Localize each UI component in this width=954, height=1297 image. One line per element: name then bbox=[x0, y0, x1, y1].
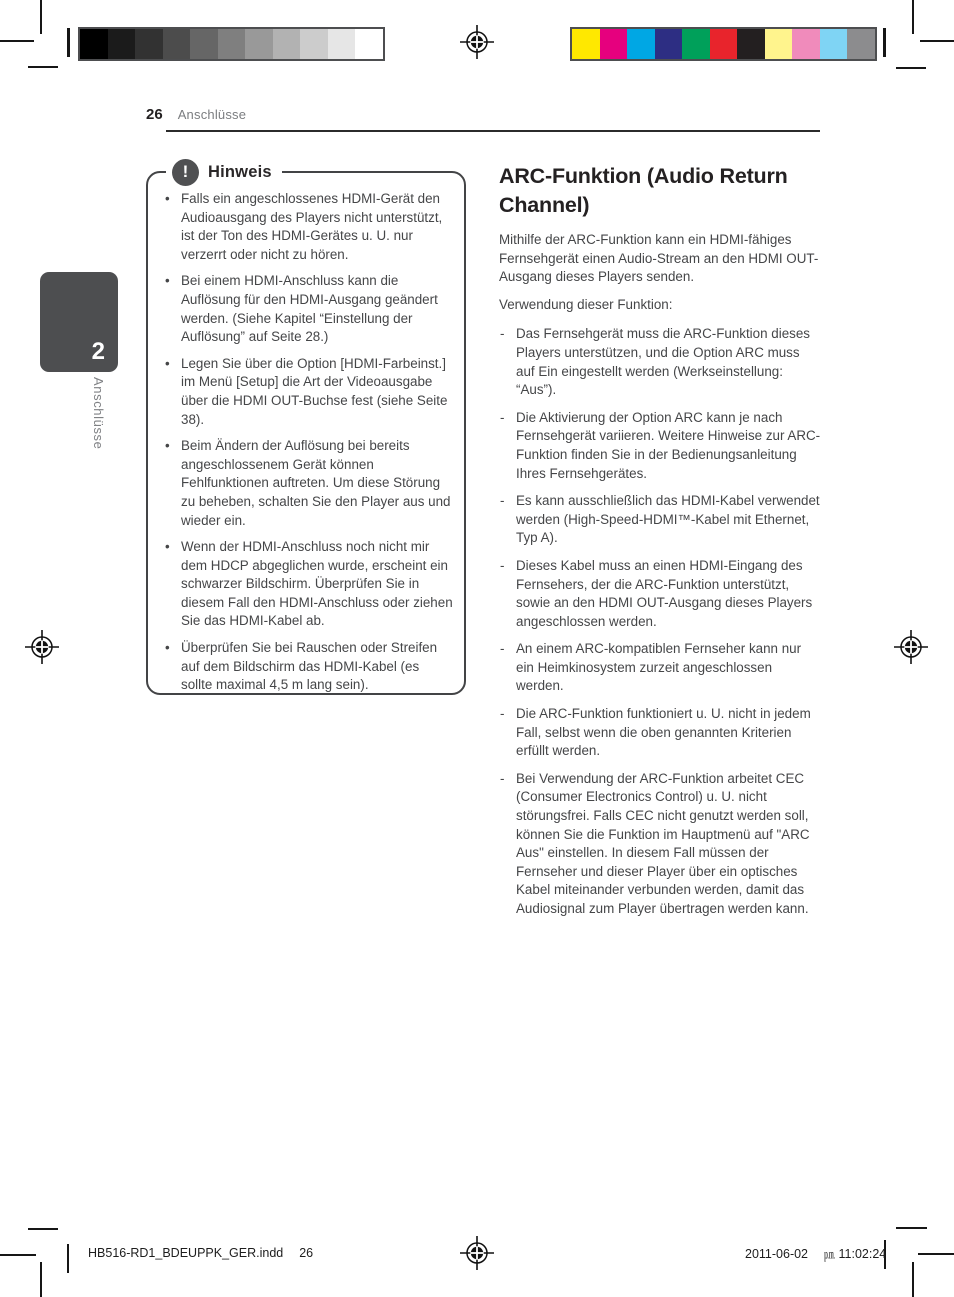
note-box-title: Hinweis bbox=[208, 162, 272, 181]
exclamation-icon: ! bbox=[172, 159, 199, 186]
color-swatch bbox=[108, 29, 136, 59]
footer-left bbox=[88, 1246, 313, 1260]
crop-mark bbox=[28, 66, 58, 68]
note-box bbox=[146, 162, 466, 695]
crop-mark bbox=[920, 40, 954, 42]
crop-mark bbox=[896, 1227, 927, 1229]
crop-mark bbox=[67, 1244, 69, 1273]
color-swatch bbox=[682, 29, 710, 59]
footer-right bbox=[745, 1246, 886, 1262]
dash-item: - Es kann ausschließlich das HDMI-Kabel verwendet werden (High-Speed-HDMI™-Kabel mit Ethernet, Typ A). bbox=[499, 492, 821, 548]
page-header bbox=[146, 106, 246, 124]
crop-mark bbox=[0, 40, 34, 42]
grayscale-calibration-bar bbox=[78, 27, 385, 61]
footer-time-badge: ㏘ bbox=[824, 1249, 836, 1261]
color-swatch bbox=[572, 29, 600, 59]
color-swatch bbox=[737, 29, 765, 59]
chapter-number: 2 bbox=[91, 338, 105, 365]
crop-mark bbox=[40, 0, 42, 34]
color-swatch bbox=[355, 29, 383, 59]
color-swatch bbox=[190, 29, 218, 59]
color-swatch bbox=[765, 29, 793, 59]
color-swatch bbox=[135, 29, 163, 59]
dash-item: - Die ARC-Funktion funktioniert u. U. nicht in jedem Fall, selbst wenn die oben genannten Kriterien erfüllt werden. bbox=[499, 705, 821, 761]
dash-item: - Die Aktivierung der Option ARC kann je nach Fernsehgerät variieren. Weitere Hinweise zur ARC-Funktion finden Sie in der Bedienungsanleitung Ihres Fernsehgerätes. bbox=[499, 409, 821, 483]
registration-mark-icon bbox=[460, 25, 494, 59]
footer-page-number: 26 bbox=[299, 1246, 314, 1260]
note-bullet: • Bei einem HDMI-Anschluss kann die Auflösung für den HDMI-Ausgang geändert werden. (Siehe Kapitel “Einstellung der Auflösung” auf Seite 28.) bbox=[164, 272, 454, 346]
crop-mark bbox=[896, 67, 926, 69]
dash-item: - Bei Verwendung der ARC-Funktion arbeitet CEC (Consumer Electronics Control) u. U. nicht störungsfrei. Falls CEC nicht genutzt werden soll, können Sie die Funktion im Hauptmenü auf "ARC Aus" einstellen. In diesem Fall müssen der Fernseher und dieser Player über ein optisches Kabel miteinander verbunden werden, damit das Audiosignal zum Player übertragen werden kann. bbox=[499, 770, 821, 919]
crop-mark bbox=[40, 1262, 42, 1297]
footer-time: 11:02:24 bbox=[838, 1247, 887, 1261]
article-paragraph: Verwendung dieser Funktion: bbox=[499, 296, 673, 312]
color-swatch bbox=[328, 29, 356, 59]
note-box-label bbox=[166, 158, 282, 186]
color-swatch bbox=[273, 29, 301, 59]
footer-date: 2011-06-02 bbox=[745, 1247, 809, 1261]
footer-file-name: HB516-RD1_BDEUPPK_GER.indd bbox=[88, 1246, 284, 1260]
article bbox=[499, 162, 821, 928]
registration-mark-icon bbox=[25, 630, 59, 664]
color-swatch bbox=[163, 29, 191, 59]
calibration-bar-tick bbox=[883, 28, 886, 57]
note-bullet: • Überprüfen Sie bei Rauschen oder Streifen auf dem Bildschirm das HDMI-Kabel (es sollte maximal 4,5 m lang sein). bbox=[164, 639, 454, 695]
crop-mark bbox=[918, 1253, 954, 1255]
color-swatch bbox=[300, 29, 328, 59]
crop-mark bbox=[912, 0, 914, 34]
page-number: 26 bbox=[146, 106, 163, 123]
color-swatch bbox=[627, 29, 655, 59]
color-swatch bbox=[245, 29, 273, 59]
note-bullet: • Falls ein angeschlossenes HDMI-Gerät den Audioausgang des Players nicht unterstützt, ist der Ton des HDMI-Gerätes u. U. nur verzerrt oder nicht zu hören. bbox=[164, 190, 454, 264]
note-bullet: • Wenn der HDMI-Anschluss noch nicht mir dem HDCP abgeglichen wurde, erscheint ein schwarzer Bildschirm. Überprüfen Sie in diesem Fall den HDMI-Anschluss oder ziehen Sie das HDMI-Kabel ab. bbox=[164, 538, 454, 631]
article-paragraph: Mithilfe der ARC-Funktion kann ein HDMI-fähiges Fernsehgerät einen Audio-Stream an den HDMI OUT-Ausgang dieses Players senden. bbox=[499, 232, 819, 285]
dash-item: - An einem ARC-kompatiblen Fernseher kann nur ein Heimkinosystem zurzeit angeschlossen werden. bbox=[499, 640, 821, 696]
color-calibration-bar bbox=[570, 27, 877, 61]
crop-mark bbox=[0, 1254, 36, 1256]
dash-item: - Dieses Kabel muss an einen HDMI-Eingang des Fernsehers, der die ARC-Funktion unterstützt, sowie an den HDMI OUT-Ausgang dieses Players angeschlossen werden. bbox=[499, 557, 821, 631]
note-bullet: • Beim Ändern der Auflösung bei bereits angeschlossenem Gerät können Fehlfunktionen auftreten. Um diese Störung zu beheben, schalten Sie den Player aus und wieder ein. bbox=[164, 437, 454, 530]
crop-mark bbox=[28, 1228, 58, 1230]
dash-item: - Das Fernsehgerät muss die ARC-Funktion dieses Players unterstützen, und die Option ARC muss auf Ein eingestellt werden (Werkseinstellung: “Aus”). bbox=[499, 325, 821, 399]
section-title: Anschlüsse bbox=[177, 107, 247, 122]
chapter-vertical-label: Anschlüsse bbox=[91, 377, 106, 450]
header-rule bbox=[166, 130, 820, 132]
color-swatch bbox=[710, 29, 738, 59]
note-bullet-list bbox=[164, 190, 454, 695]
color-swatch bbox=[655, 29, 683, 59]
color-swatch bbox=[847, 29, 875, 59]
color-swatch bbox=[218, 29, 246, 59]
color-swatch bbox=[600, 29, 628, 59]
registration-mark-icon bbox=[894, 630, 928, 664]
calibration-bar-tick bbox=[67, 28, 70, 57]
crop-mark bbox=[912, 1262, 914, 1297]
color-swatch bbox=[792, 29, 820, 59]
color-swatch bbox=[820, 29, 848, 59]
article-dash-list bbox=[499, 325, 821, 918]
color-swatch bbox=[80, 29, 108, 59]
note-bullet: • Legen Sie über die Option [HDMI-Farbeinst.] im Menü [Setup] die Art der Videoausgabe über die HDMI OUT-Buchse fest (siehe Seite 38). bbox=[164, 355, 454, 429]
chapter-tab bbox=[40, 272, 118, 372]
registration-mark-icon bbox=[460, 1236, 494, 1270]
article-title: ARC-Funktion (Audio Return Channel) bbox=[499, 164, 788, 217]
